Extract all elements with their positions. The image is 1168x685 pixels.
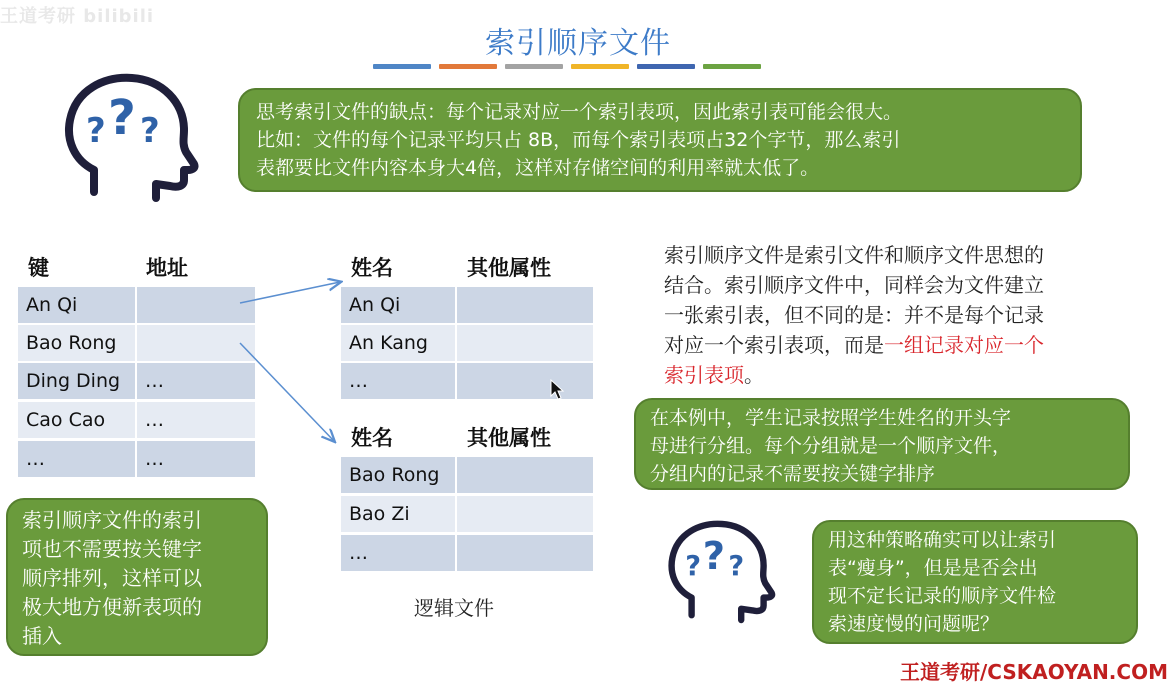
column-header-other: 其他属性 — [467, 256, 551, 280]
table-cell: Bao Rong — [341, 457, 455, 493]
table-cell: Bao Rong — [18, 325, 135, 361]
table-cell: … — [137, 363, 255, 399]
description-text-plain: 对应一个索引表项，而是 — [664, 333, 884, 357]
question-bubble — [812, 520, 1138, 644]
watermark: 王道考研 bilibili — [0, 6, 155, 27]
table-cell: … — [341, 535, 455, 571]
description-text-plain: 。 — [744, 363, 764, 387]
bubble-line: 极大地方便新表项的 — [22, 595, 202, 619]
table-cell: Ding Ding — [18, 363, 135, 399]
column-header-name: 姓名 — [351, 256, 393, 280]
index-note-bubble — [6, 498, 268, 656]
bubble-line: 分组内的记录不需要按关键字排序 — [650, 463, 936, 485]
description-line: 一张索引表，但不同的是：并不是每个记录 — [664, 303, 1044, 327]
table-cell: An Kang — [341, 325, 455, 361]
table-cell: Cao Cao — [18, 402, 135, 438]
column-header-name: 姓名 — [351, 426, 393, 450]
thinking-head-icon — [658, 512, 778, 632]
bubble-line: 用这种策略确实可以让索引 — [828, 529, 1057, 551]
description-highlight: 一组记录对应一个 — [884, 333, 1044, 357]
description-line — [664, 330, 1134, 360]
column-header-other: 其他属性 — [467, 426, 551, 450]
svg-text:?: ? — [702, 533, 726, 579]
description-line: 结合。索引顺序文件中，同样会为文件建立 — [664, 273, 1044, 297]
bubble-line: 表“瘦身”，但是是否会出 — [828, 557, 1038, 579]
bubble-line: 索引顺序文件的索引 — [22, 508, 202, 532]
table-cell: Bao Zi — [341, 496, 455, 532]
table-cell: … — [341, 363, 455, 399]
description-highlight: 索引表项 — [664, 363, 744, 387]
mouse-cursor-icon — [551, 380, 563, 399]
footer-brand: 王道考研/CSKAOYAN.COM — [900, 660, 1168, 684]
svg-text:?: ? — [108, 90, 136, 146]
svg-text:?: ? — [685, 551, 701, 583]
description-line: 索引顺序文件是索引文件和顺序文件思想的 — [664, 243, 1044, 267]
bubble-line: 在本例中，学生记录按照学生姓名的开头字 — [650, 407, 1012, 429]
bubble-line: 比如：文件的每个记录平均只占 8B，而每个索引表项占32个字节，那么索引 — [256, 129, 901, 151]
svg-text:?: ? — [140, 111, 160, 151]
table-cell: … — [137, 441, 255, 477]
arrow-to-group-b — [240, 343, 334, 441]
svg-text:?: ? — [86, 111, 106, 151]
bubble-line: 插入 — [22, 624, 62, 648]
bubble-line: 索速度慢的问题呢？ — [828, 613, 1000, 635]
bubble-line: 思考索引文件的缺点：每个记录对应一个索引表项，因此索引表可能会很大。 — [256, 101, 903, 123]
table-cell: … — [18, 441, 135, 477]
logic-file-caption: 逻辑文件 — [414, 596, 494, 620]
svg-text:?: ? — [728, 551, 745, 583]
bubble-line: 母进行分组。每个分组就是一个顺序文件， — [650, 435, 1012, 457]
bubble-line: 现不定长记录的顺序文件检 — [828, 585, 1057, 607]
arrow-to-group-a — [240, 282, 340, 303]
page-title: 索引顺序文件 — [485, 26, 671, 61]
bubble-line: 项也不需要按关键字 — [22, 537, 202, 561]
bubble-line: 表都要比文件内容本身大4倍，这样对存储空间的利用率就太低了。 — [256, 157, 820, 179]
column-header-key: 键 — [28, 256, 49, 280]
description-line — [664, 360, 1134, 390]
table-cell: … — [137, 402, 255, 438]
bubble-line: 顺序排列，这样可以 — [22, 566, 202, 590]
grouping-note-bubble — [634, 398, 1130, 490]
table-cell: An Qi — [18, 287, 135, 323]
description-text — [664, 240, 1134, 390]
column-header-address: 地址 — [146, 256, 188, 280]
table-cell: An Qi — [341, 287, 455, 323]
